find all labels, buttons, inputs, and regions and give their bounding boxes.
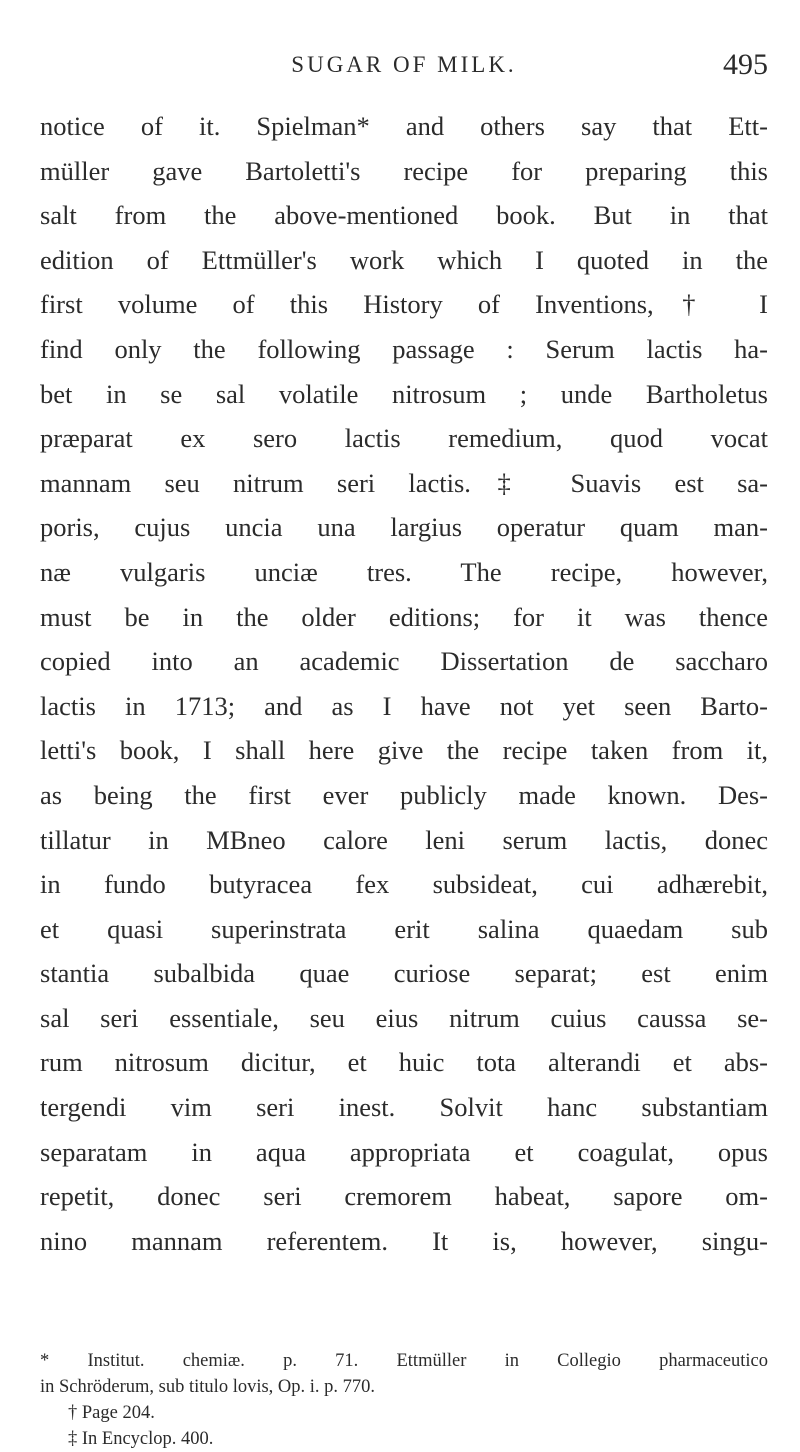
text-line: separatam in aqua appropriata et coagulat, opus: [40, 1136, 768, 1167]
page-header: [40, 48, 768, 88]
running-head: SUGAR OF MILK.: [291, 52, 517, 77]
text-line: tillatur in MBneo calore leni serum lactis, donec: [40, 824, 768, 855]
text-line: letti's book, I shall here give the recipe taken from it,: [40, 735, 768, 766]
text-line: mannam seu nitrum seri lactis.‡ Suavis est sa-: [40, 467, 768, 498]
text-line: copied into an academic Dissertation de saccharo: [40, 646, 768, 677]
text-line: in fundo butyracea fex subsideat, cui adhærebit,: [40, 869, 768, 900]
text-line: as being the first ever publicly made known. Des-: [40, 779, 768, 810]
text-line: et quasi superinstrata erit salina quaedam sub: [40, 913, 768, 944]
text-line: repetit, donec seri cremorem habeat, sapore om-: [40, 1181, 768, 1212]
text-line: rum nitrosum dicitur, et huic tota alterandi et abs-: [40, 1047, 768, 1078]
text-line: find only the following passage : Serum lactis ha-: [40, 333, 768, 364]
text-line: poris, cujus uncia una largius operatur quam man-: [40, 512, 768, 543]
text-line: stantia subalbida quae curiose separat; est enim: [40, 958, 768, 989]
footnote-line: ‡ In Encyclop. 400.: [68, 1429, 214, 1449]
text-line: müller gave Bartoletti's recipe for preparing this: [40, 155, 768, 186]
text-line: bet in se sal volatile nitrosum ; unde Bartholetus: [40, 378, 768, 409]
text-line: præparat ex sero lactis remedium, quod vocat: [40, 423, 768, 454]
body-text: [40, 104, 768, 1263]
footnote-line: † Page 204.: [68, 1403, 155, 1423]
text-line: first volume of this History of Inventions,† I: [40, 289, 768, 320]
text-line: salt from the above-mentioned book. But in that: [40, 200, 768, 231]
text-line: edition of Ettmüller's work which I quoted in the: [40, 244, 768, 275]
text-line: tergendi vim seri inest. Solvit hanc substantiam: [40, 1092, 768, 1123]
footnotes: [40, 1348, 768, 1452]
text-line: sal seri essentiale, seu eius nitrum cuius caussa se-: [40, 1002, 768, 1033]
page-number: 495: [723, 48, 768, 81]
text-line: lactis in 1713; and as I have not yet seen Barto-: [40, 690, 768, 721]
text-line: nino mannam referentem. It is, however, singu-: [40, 1225, 768, 1256]
text-line: notice of it. Spielman* and others say that Ett-: [40, 111, 768, 141]
text-line: must be in the older editions; for it was thence: [40, 601, 768, 632]
footnote-line: * Institut. chemiæ. p. 71. Ettmüller in Collegio pharmaceutico: [40, 1351, 768, 1371]
footnote-line: in Schröderum, sub titulo lovis, Op. i. p. 770.: [40, 1377, 376, 1397]
text-line: næ vulgaris unciæ tres. The recipe, however,: [40, 556, 768, 587]
